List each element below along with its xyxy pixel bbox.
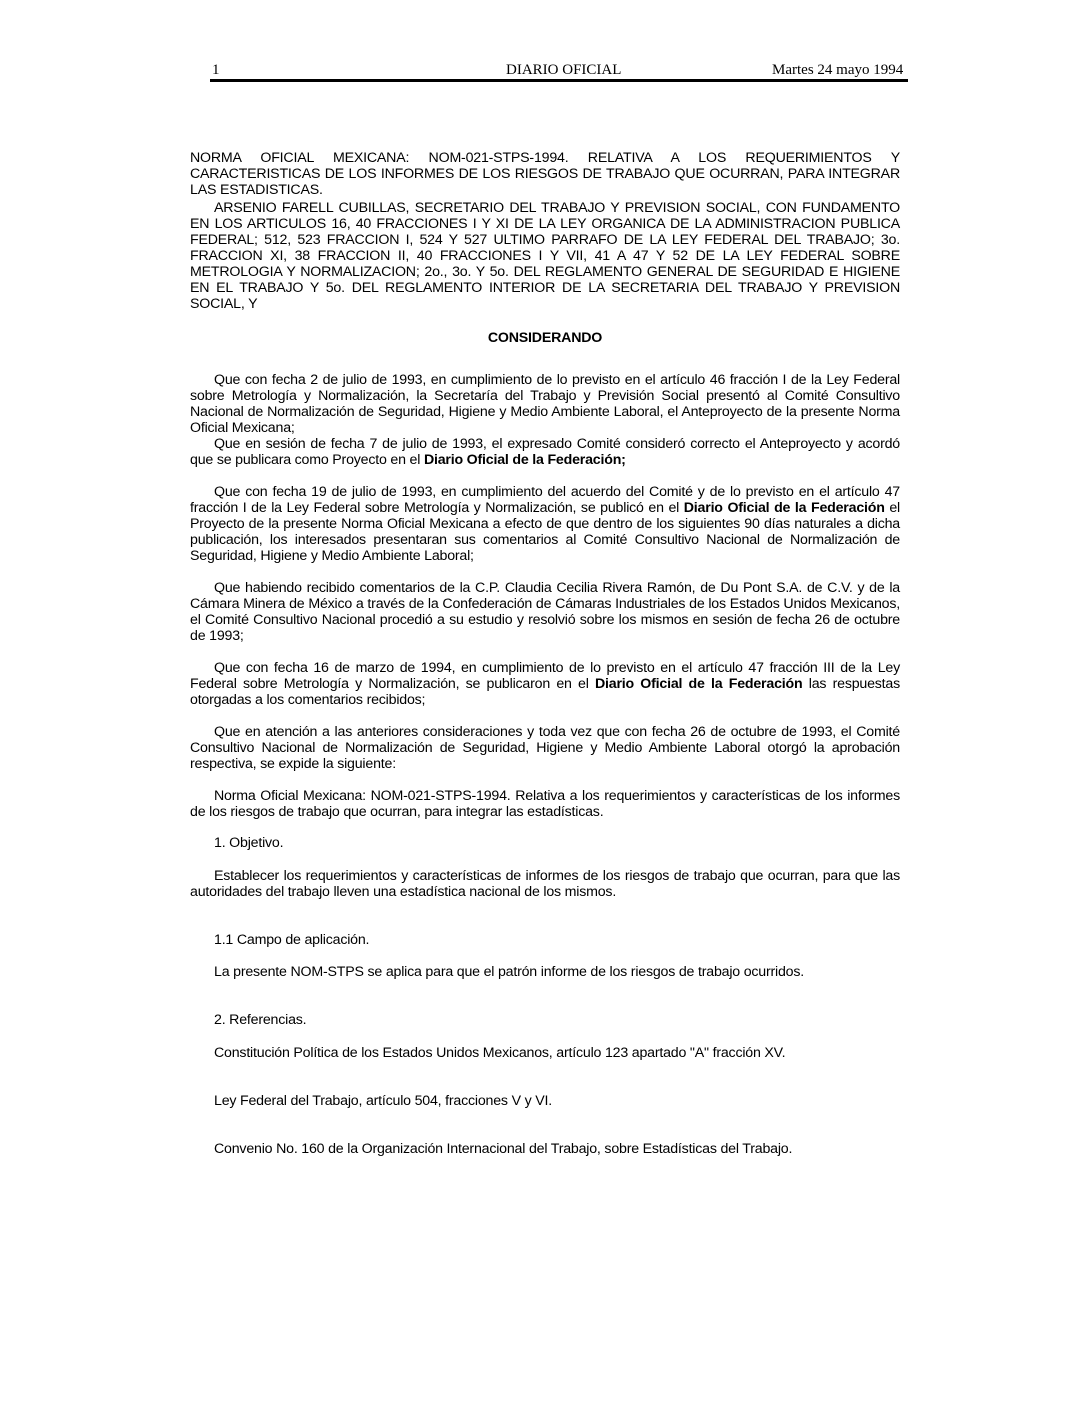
document-title: NORMA OFICIAL MEXICANA: NOM-021-STPS-1994. RELATIVA A LOS REQUERIMIENTOS Y CARACTERISTICAS DE LOS INFORMES DE LOS RIESGOS DE TRABAJO QUE OCURRAN, PARA INTEGRAR LAS ESTADISTICAS. [190,150,900,198]
paragraph: Que habiendo recibido comentarios de la C.P. Claudia Cecilia Rivera Ramón, de Du Pont S.A. de C.V. y de la Cámara Minera de México a través de la Confederación de Cámaras Industriales de los Estados Unidos Mexicanos, el Comité Consultivo Nacional procedió a su estudio y resolvió sobre los mismos en sesión de fecha 26 de octubre de 1993; [190,580,900,644]
text: Que con fecha 16 de marzo de 1994, en cumplimiento de lo previsto en el artículo 47 fracción III de la Ley Federal sobre Metrología y Normalización, se publicaron en el [190,660,900,692]
text: Que en sesión de fecha 7 de julio de 1993, el expresado Comité consideró correcto el Anteproyecto y acordó que se publicara como Proyecto en el [190,436,900,468]
text: el Proyecto de la presente Norma Oficial Mexicana a efecto de que dentro de los siguientes 90 días naturales a dicha publicación, los interesados presentaran sus comentarios al Comité Consultivo Nacional de Normalización de Seguridad, Higiene y Medio Ambiente Laboral; [190,500,900,564]
header-rule [210,79,908,82]
considerando-heading: CONSIDERANDO [487,330,603,346]
text: Que con fecha 19 de julio de 1993, en cumplimiento del acuerdo del Comité y de lo previsto en el artículo 47 fracción I de la Ley Federal sobre Metrología y Normalización, se publicó en el [190,484,900,516]
page-number: 1 [212,62,220,78]
preamble: ARSENIO FARELL CUBILLAS, SECRETARIO DEL TRABAJO Y PREVISION SOCIAL, CON FUNDAMENTO EN LOS ARTICULOS 16, 40 FRACCIONES I Y XI DE LA LEY ORGANICA DE LA ADMINISTRACION PUBLICA FEDERAL; 512, 523 FRACCION I, 524 Y 527 ULTIMO PARRAFO DE LA LEY FEDERAL DEL TRABAJO; 3o. FRACCION XI, 38 FRACCION II, 40 FRACCIONES I Y VII, 41 A 47 Y 52 DE LA LEY FEDERAL SOBRE METROLOGIA Y NORMALIZACION; 2o., 3o. Y 5o. DEL REGLAMENTO GENERAL DE SEGURIDAD E HIGIENE EN EL TRABAJO Y 5o. DEL REGLAMENTO INTERIOR DE LA SECRETARIA DEL TRABAJO Y PREVISION SOCIAL, Y [190,200,900,312]
paragraph: La presente NOM-STPS se aplica para que el patrón informe de los riesgos de trabajo ocurridos. [214,964,805,980]
text: las respuestas otorgadas a los comentarios recibidos; [190,676,900,708]
bold-text: Diario Oficial de la Federación; [423,452,626,468]
paragraph: Que en atención a las anteriores consideraciones y toda vez que con fecha 26 de octubre de 1993, el Comité Consultivo Nacional de Normalización de Seguridad, Higiene y Medio Ambiente Laboral otorgó la aprobación respectiva, se expide la siguiente: [190,724,900,772]
bold-text: Diario Oficial de la Federación [594,676,803,692]
section-heading: 1. Objetivo. [214,835,284,851]
publication-date: Martes 24 mayo 1994 [772,62,904,78]
reference-item: Convenio No. 160 de la Organización Internacional del Trabajo, sobre Estadísticas del Trabajo. [214,1141,793,1157]
section-heading: 2. Referencias. [214,1012,307,1028]
paragraph [190,660,900,708]
publication-name: DIARIO OFICIAL [506,62,622,78]
paragraph: Norma Oficial Mexicana: NOM-021-STPS-1994. Relativa a los requerimientos y características de los informes de los riesgos de trabajo que ocurran, para integrar las estadísticas. [190,788,900,820]
section-heading: 1.1 Campo de aplicación. [214,932,370,948]
reference-item: Constitución Política de los Estados Unidos Mexicanos, artículo 123 apartado "A" fracción XV. [214,1045,786,1061]
paragraph: Establecer los requerimientos y características de informes de los riesgos de trabajo que ocurran, para que las autoridades del trabajo lleven una estadística nacional de los mismos. [190,868,900,900]
paragraph [190,436,900,468]
bold-text: Diario Oficial de la Federación [683,500,885,516]
reference-item: Ley Federal del Trabajo, artículo 504, fracciones V y VI. [214,1093,552,1109]
paragraph [190,484,900,564]
paragraph: Que con fecha 2 de julio de 1993, en cumplimiento de lo previsto en el artículo 46 fracción I de la Ley Federal sobre Metrología y Normalización, la Secretaría del Trabajo y Previsión Social presentó al Comité Consultivo Nacional de Normalización de Seguridad, Higiene y Medio Ambiente Laboral, el Anteproyecto de la presente Norma Oficial Mexicana; [190,372,900,436]
